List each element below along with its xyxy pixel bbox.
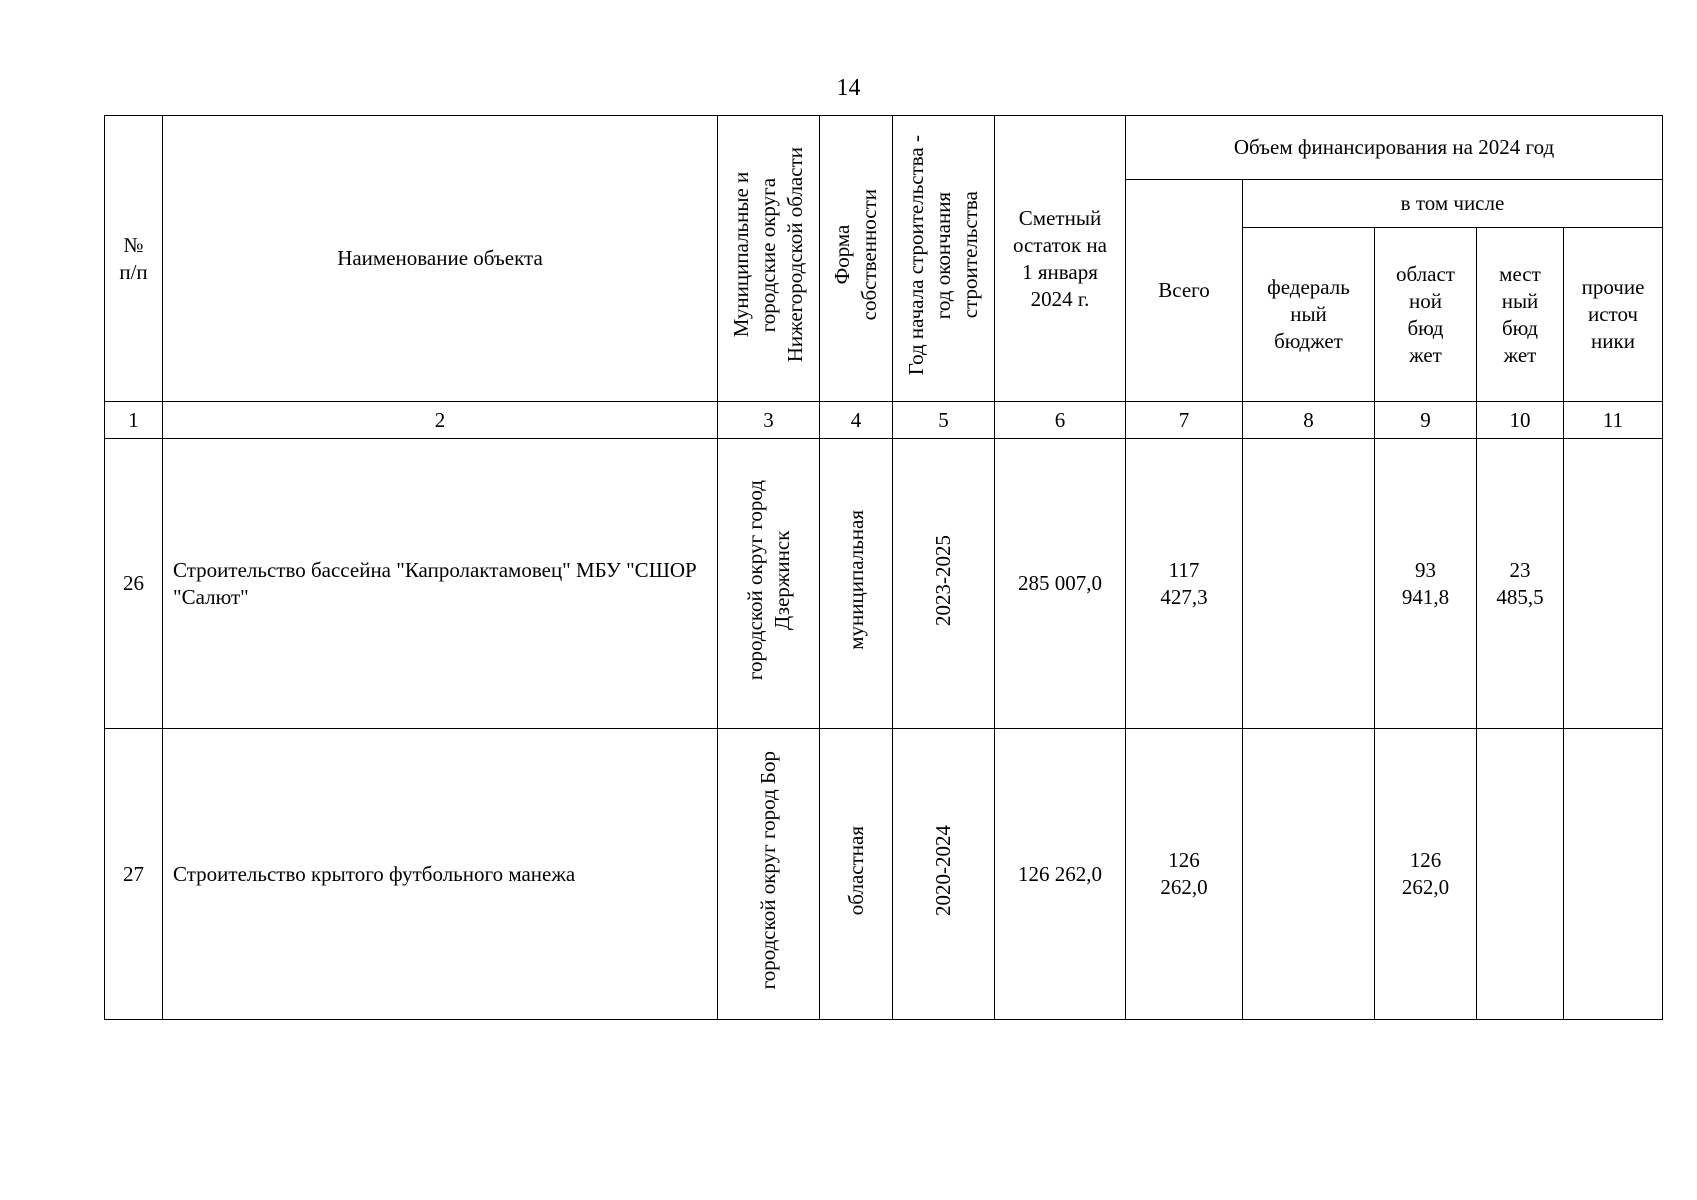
row-federal: [1243, 439, 1375, 729]
column-number: 5: [893, 402, 995, 439]
header-federal: федераль ный бюджет: [1243, 228, 1375, 402]
row-object-name: Строительство бассейна "Капролактамовец" МБУ "СШОР "Салют": [163, 439, 718, 729]
row-local: [1477, 729, 1564, 1020]
header-row-1: [105, 116, 1663, 180]
row-other: [1564, 729, 1663, 1020]
column-number-row: [105, 402, 1663, 439]
header-other: прочие источ ники: [1564, 228, 1663, 402]
page-number: 14: [836, 75, 861, 101]
row-federal: [1243, 729, 1375, 1020]
row-regional: 93 941,8: [1375, 439, 1477, 729]
column-number: 7: [1126, 402, 1243, 439]
table-row: [105, 729, 1663, 1020]
column-number: 9: [1375, 402, 1477, 439]
row-regional: 126 262,0: [1375, 729, 1477, 1020]
row-remainder: 126 262,0: [995, 729, 1126, 1020]
column-number: 1: [105, 402, 163, 439]
row-remainder: 285 007,0: [995, 439, 1126, 729]
header-regional: област ной бюд жет: [1375, 228, 1477, 402]
row-municipality: городской округ город Дзержинск: [718, 439, 820, 729]
row-num: 27: [105, 729, 163, 1020]
row-municipality: городской округ город Бор: [718, 729, 820, 1020]
column-number: 2: [163, 402, 718, 439]
header-total: Всего: [1126, 180, 1243, 402]
row-ownership: областная: [820, 729, 893, 1020]
column-number: 10: [1477, 402, 1564, 439]
column-number: 4: [820, 402, 893, 439]
row-local: 23 485,5: [1477, 439, 1564, 729]
column-number: 6: [995, 402, 1126, 439]
header-ownership: Форма собственности: [820, 116, 893, 402]
header-remainder: Сметный остаток на 1 января 2024 г.: [995, 116, 1126, 402]
header-including: в том числе: [1243, 180, 1663, 228]
header-years: Год начала строительства - год окончания строительства: [893, 116, 995, 402]
construction-financing-table: [104, 115, 1663, 1020]
row-other: [1564, 439, 1663, 729]
row-ownership: муниципальная: [820, 439, 893, 729]
header-name: Наименование объекта: [163, 116, 718, 402]
row-num: 26: [105, 439, 163, 729]
header-local: мест ный бюд жет: [1477, 228, 1564, 402]
column-number: 3: [718, 402, 820, 439]
row-years: 2020-2024: [893, 729, 995, 1020]
row-years: 2023-2025: [893, 439, 995, 729]
column-number: 11: [1564, 402, 1663, 439]
header-municipality: Муниципальные и городские округа Нижегородской области: [718, 116, 820, 402]
header-num: № п/п: [105, 116, 163, 402]
row-total: 117 427,3: [1126, 439, 1243, 729]
row-object-name: Строительство крытого футбольного манежа: [163, 729, 718, 1020]
row-total: 126 262,0: [1126, 729, 1243, 1020]
table-row: [105, 439, 1663, 729]
header-financing: Объем финансирования на 2024 год: [1126, 116, 1663, 180]
column-number: 8: [1243, 402, 1375, 439]
